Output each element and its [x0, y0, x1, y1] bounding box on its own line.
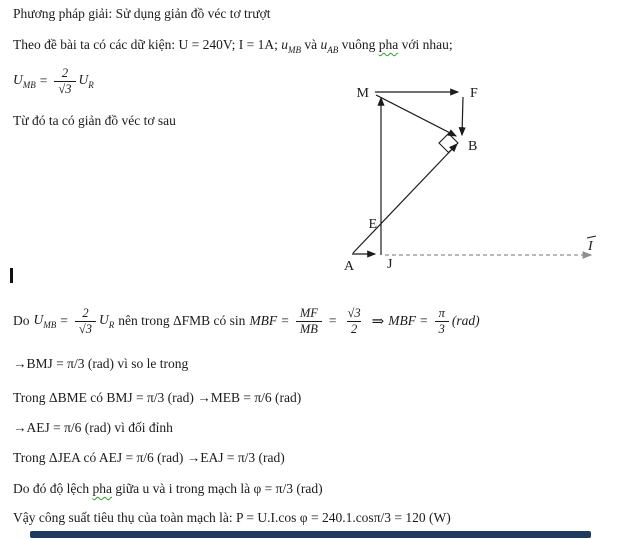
rad-unit: (rad) [451, 313, 480, 328]
u-mb-symbol: $u_{MB}$ [281, 37, 301, 55]
step-bme-line: Trong ΔBME có BMJ = π/3 (rad) →MEB = π/6 (rad) [13, 390, 302, 405]
u-mb-term: $U_{MB}$ [33, 312, 57, 330]
umb-formula [13, 60, 94, 102]
u-ab-symbol: $u_{AB}$ [320, 37, 339, 55]
u-r-term: $U_R$ [99, 312, 115, 330]
given-data-line [13, 37, 453, 55]
step-aej-line: →AEJ = π/6 (rad) vì đối đỉnh [13, 420, 173, 435]
misspelled-word-pha: pha [92, 481, 112, 496]
do-word: Do [13, 313, 30, 328]
equals-sign: = [60, 313, 68, 328]
vector-diagram [335, 80, 607, 280]
phase-suffix: giữa u và i trong mạch là φ = π/3 (rad) [111, 481, 323, 496]
step-bmj-line: →BMJ = π/3 (rad) vì so le trong [13, 356, 189, 371]
horizontal-scrollbar-thumb[interactable] [30, 531, 591, 538]
formula-lhs: $U_{MB}$ [13, 72, 36, 90]
equals-sign: = [281, 313, 289, 328]
fraction-pi-3: $\frac{\pi}{3}$ [435, 306, 449, 336]
point-label-a: A [344, 259, 355, 274]
and-word: và [300, 37, 321, 52]
vector-m-b [376, 95, 456, 136]
phase-prefix: Do đó độ lệch [13, 481, 93, 496]
formula-rhs: $U_R$ [78, 72, 94, 90]
equals-sign: = [328, 313, 337, 328]
fraction-2-sqrt3: $\frac{2}{√3}$ [75, 306, 96, 336]
given-prefix: Theo đề bài ta có các dữ kiện: U = 240V; I = 1A; [13, 37, 282, 52]
phase-conclusion-line [13, 481, 323, 497]
given-suffix: với nhau; [398, 37, 453, 52]
equals-sign: = [419, 313, 428, 328]
given-mid: vuông [338, 37, 379, 52]
power-result-line: Vậy công suất tiêu thụ của toàn mạch là: P = U.I.cos φ = 240.1.cosπ/3 = 120 (W) [13, 510, 451, 525]
fraction-mf-mb: $\frac{MF}{MB}$ [296, 306, 322, 336]
nen-trong-text: nên trong ΔFMB có sin [118, 313, 246, 328]
point-label-m: M [356, 86, 369, 101]
method-line: Phương pháp giải: Sử dụng giản đồ véc tơ trượt [13, 6, 271, 21]
sine-reasoning-line [13, 298, 480, 344]
point-label-e: E [368, 217, 377, 232]
right-angle-marker [439, 134, 458, 153]
point-label-b: B [468, 139, 478, 154]
current-vector-label-i: I [588, 239, 593, 254]
vector-f-b [462, 97, 463, 135]
angle-mbf: MBF [249, 313, 278, 328]
implies-arrow: ⇒ [371, 313, 385, 330]
vector-bar-over-i [587, 236, 596, 238]
diagram-lead-line: Từ đó ta có giản đồ véc tơ sau [13, 113, 176, 128]
text-cursor [10, 268, 13, 283]
fraction-2-sqrt3: $\frac{2}{√3}$ [54, 66, 75, 96]
point-label-f: F [470, 86, 478, 101]
step-jea-line: Trong ΔJEA có AEJ = π/6 (rad) →EAJ = π/3 (rad) [13, 450, 285, 465]
vector-a-b [353, 144, 457, 253]
misspelled-word-pha: pha [378, 37, 399, 52]
equals-sign: = [39, 73, 48, 88]
angle-mbf: MBF [388, 313, 416, 328]
fraction-sqrt3-2: $\frac{√3}{2}$ [347, 306, 361, 336]
point-label-j: J [387, 257, 393, 272]
